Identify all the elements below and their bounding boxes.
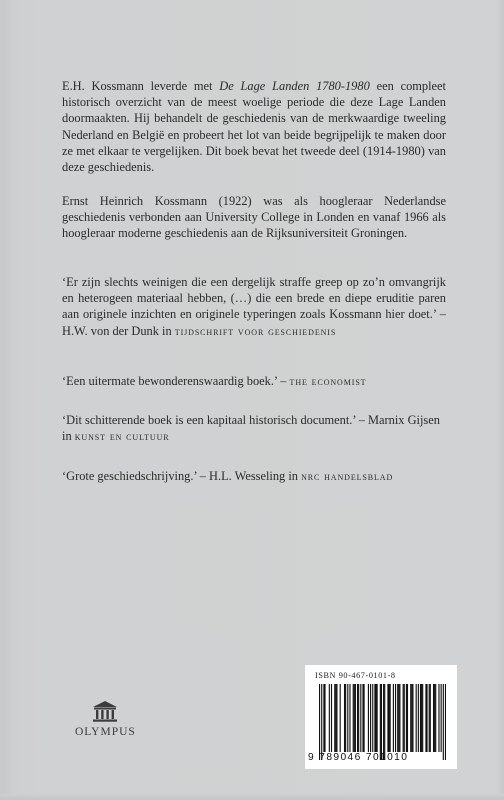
barcode-bar bbox=[331, 684, 332, 752]
quote-text: ‘Grote geschiedschrijving.’ – H.L. Wesseling in bbox=[62, 469, 302, 483]
barcode-bar bbox=[404, 684, 405, 752]
barcode-bar bbox=[397, 684, 398, 752]
barcode-bar bbox=[375, 684, 376, 752]
barcode-bar bbox=[370, 684, 371, 752]
barcode-bar bbox=[345, 684, 346, 752]
barcode-bar bbox=[374, 684, 375, 752]
barcode-bar bbox=[429, 684, 430, 752]
barcode-bar bbox=[416, 684, 417, 752]
barcode-bar bbox=[349, 684, 350, 752]
barcode-bar bbox=[434, 684, 435, 752]
barcode-bar bbox=[340, 684, 341, 752]
barcode-bar bbox=[420, 684, 421, 752]
book-title: De Lage Landen 1780-1980 bbox=[219, 79, 370, 93]
barcode-bar bbox=[353, 684, 354, 752]
barcode-bar bbox=[321, 684, 322, 760]
barcode-bar bbox=[377, 684, 378, 752]
quote-text: ‘Er zijn slechts weinigen die een dergelijk straffe greep op zo’n omvangrijk en heterogeen materiaal hebben, (…) die een brede en diepe eruditie paren aan originele inzichten en originele typeringen zoals Kossmann hier doet.’ – H.W. von der Dunk in bbox=[62, 275, 446, 338]
barcode-bar bbox=[441, 684, 442, 752]
quote-source: kunst en cultuur bbox=[74, 429, 170, 444]
barcode-bar bbox=[399, 684, 400, 752]
barcode-bar bbox=[329, 684, 330, 752]
barcode-bar bbox=[354, 684, 355, 752]
author-bio: Ernst Heinrich Kossmann (1922) was als hoogleraar Nederlandse geschiedenis verbonden aan University College in Londen en vanaf 1966 als hoogleraar moderne geschiedenis aan de Rijksuniversiteit Groningen. bbox=[62, 194, 446, 241]
barcode-bar bbox=[443, 684, 444, 760]
barcode-bar bbox=[355, 684, 356, 752]
blurb-text: een compleet historisch overzicht van de meest woelige periode die deze Lage Landen doormaakten. Hij behandelt de geschiedenis van de merkwaardige tweeling Nederland en België en probeert het lot van beide begrijpelijk te maken door ze met elkaar te vergelijken. Dit boek bevat het tweede deel (1914-1980) van deze geschiedenis. bbox=[62, 79, 446, 175]
isbn-label: ISBN 90-467-0101-8 bbox=[315, 671, 396, 680]
quote-source: the economist bbox=[289, 374, 367, 388]
barcode-bar bbox=[368, 684, 369, 752]
barcode-bar bbox=[357, 684, 358, 752]
review-quote-1 bbox=[62, 274, 446, 339]
quote-source: tijdschrift voor geschiedenis bbox=[174, 323, 337, 338]
barcode-bar bbox=[364, 684, 365, 752]
barcode-bar bbox=[380, 684, 381, 760]
barcode-bar bbox=[334, 684, 335, 752]
barcode-bar bbox=[381, 684, 382, 760]
barcode-bar bbox=[421, 684, 422, 752]
barcode-bar bbox=[398, 684, 399, 752]
barcode-bar bbox=[438, 684, 439, 752]
barcode-bar bbox=[319, 684, 320, 760]
barcode-bar bbox=[384, 684, 385, 760]
barcode-bar bbox=[435, 684, 436, 752]
barcode-bar bbox=[411, 684, 412, 752]
barcode-bar bbox=[390, 684, 391, 752]
quote-source: nrc handelsblad bbox=[301, 469, 394, 483]
barcode-bar bbox=[393, 684, 394, 752]
barcode-box bbox=[305, 665, 457, 769]
barcode-bar bbox=[426, 684, 427, 752]
temple-icon bbox=[92, 700, 118, 724]
barcode bbox=[319, 684, 446, 762]
review-quote-3 bbox=[62, 412, 446, 444]
barcode-bar bbox=[406, 684, 407, 752]
barcode-bar bbox=[407, 684, 408, 752]
barcode-bar bbox=[362, 684, 363, 752]
barcode-bar bbox=[323, 684, 324, 752]
barcode-bar bbox=[372, 684, 373, 752]
publisher-name: OLYMPUS bbox=[75, 726, 136, 738]
quote-text: ‘Een uitermate bewonderenswaardig boek.’ – bbox=[62, 374, 290, 388]
barcode-bar bbox=[445, 684, 446, 760]
barcode-bar bbox=[403, 684, 404, 752]
barcode-bar bbox=[388, 684, 389, 752]
barcode-bar bbox=[418, 684, 419, 752]
barcode-bar bbox=[360, 684, 361, 752]
blurb-paragraph-2 bbox=[62, 193, 446, 242]
barcode-bar bbox=[336, 684, 337, 752]
barcode-bar bbox=[395, 684, 396, 752]
barcode-bar bbox=[358, 684, 359, 752]
barcode-bar bbox=[430, 684, 431, 752]
barcode-bar bbox=[433, 684, 434, 752]
barcode-bar bbox=[347, 684, 348, 752]
barcode-digits: 9 789046 701010 bbox=[308, 752, 409, 763]
barcode-bar bbox=[387, 684, 388, 752]
review-quote-2 bbox=[62, 373, 446, 389]
barcode-bar bbox=[383, 684, 384, 760]
blurb-paragraph-1 bbox=[62, 78, 446, 175]
barcode-bar bbox=[425, 684, 426, 752]
blurb-text: E.H. Kossmann leverde met bbox=[62, 79, 220, 93]
publisher-logo bbox=[75, 700, 135, 738]
barcode-bar bbox=[422, 684, 423, 752]
barcode-bar bbox=[412, 684, 413, 752]
barcode-bar bbox=[344, 684, 345, 752]
barcode-bar bbox=[410, 684, 411, 752]
quote-text: ‘Dit schitterende boek is een kapitaal historisch document.’ – Marnix Gijsen in bbox=[62, 413, 440, 444]
barcode-bar bbox=[324, 684, 325, 752]
barcode-bar bbox=[335, 684, 336, 752]
review-quote-4 bbox=[62, 468, 446, 484]
